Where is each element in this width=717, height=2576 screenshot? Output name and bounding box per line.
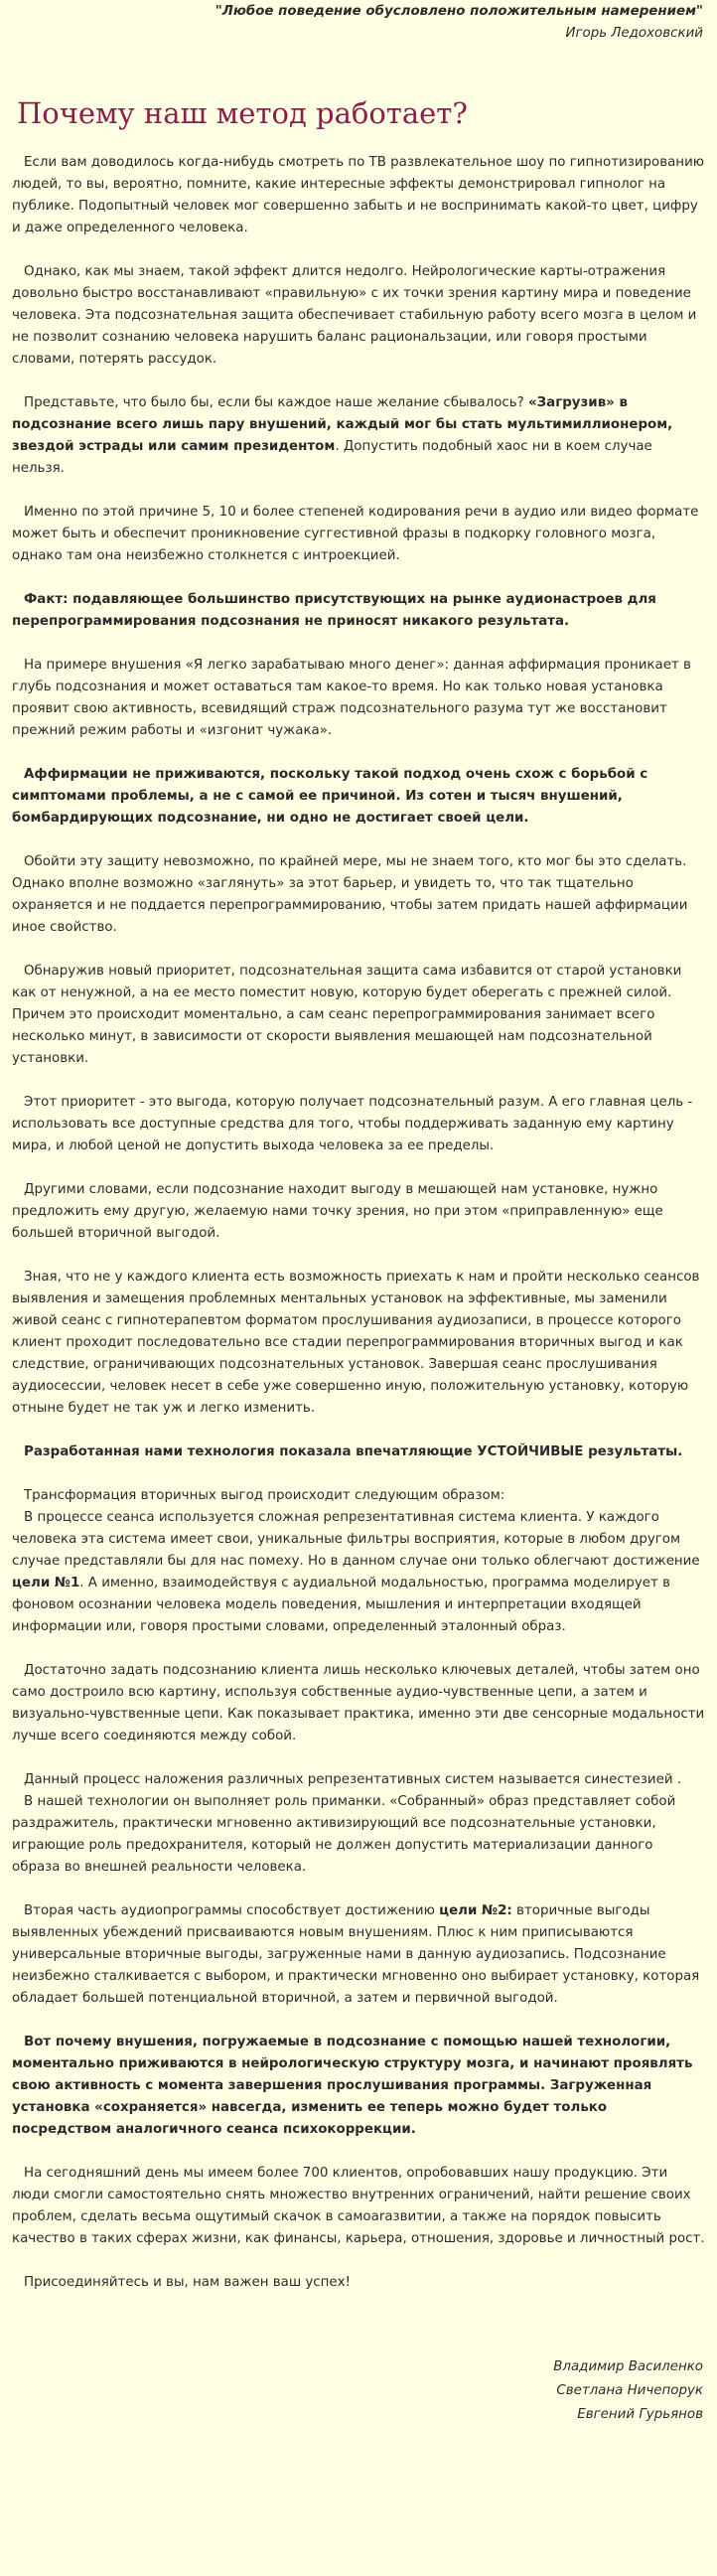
epigraph-quote: "Любое поведение обусловлено положительным намерением" xyxy=(215,4,703,19)
paragraph-why-it-works xyxy=(12,2032,705,2141)
paragraph-coding: Именно по этой причине 5, 10 и более степеней кодирования речи в аудио или видео формате может быть и обеспечит проникновение суггестивной фразы в подкорку головного мозга, однако там она неизбежно столкнется с интроекцией. xyxy=(12,505,699,563)
paragraph-new-priority: Обнаружив новый приоритет, подсознательная защита сама избавится от старой установки как от ненужной, а на ее место поместит новую, которую будет оберегать с прежней силой. Причем это происходит моментально, а сам сеанс перепрограммирования занимает всего несколько минут, в зависимости от скорости выявления мешающей нам подсознательной установки. xyxy=(12,964,682,1066)
paragraph-imagine: Представьте, что было бы, если бы каждое наше желание сбывалось? «Загрузив» в подсознание всего лишь пару внушений, каждый мог бы стать мультимиллионером, звездой эстрады или самим президентом. Допустить подобный хаос ни в коем случае нельзя. xyxy=(12,395,673,476)
epigraph-author: Игорь Ледоховский xyxy=(565,26,703,41)
page-title: Почему наш метод работает? xyxy=(17,96,468,130)
paragraph-benefit: Этот приоритет - это выгода, которую получает подсознательный разум. А его главная цель - использовать все доступные средства для того, чтобы поддерживать заданную ему картину мира, и любой ценой не допустить выхода человека за ее пределы. xyxy=(12,1095,693,1153)
paragraph-tv-show: Если вам доводилось когда-нибудь смотреть по ТВ развлекательное шоу по гипнотизированию людей, то вы, вероятно, помните, какие интересные эффекты демонстрировал гипнолог на публике. Подопытный человек мог совершенно забыть и не воспринимать какой-то цвет, цифру и даже определенного человека. xyxy=(12,155,705,235)
paragraph-affirmations-fail xyxy=(12,764,705,830)
transformation-body: В процессе сеанса используется сложная репрезентативная система клиента. У каждого человека эта система имеет свои, уникальные фильтры восприятия, которые в любом другом случае представляли бы для нас помеху. Но в данном случае они только облегчают достижение цели №1. А именно, взаимодействуя с аудиальной модальностью, программа моделирует в фоновом осознании человека модель поведения, мышления и интерпретации входящей информации или, говоря простыми словами, определенный эталонный образ. xyxy=(12,1510,700,1634)
goal-1-label: цели №1 xyxy=(12,1576,80,1591)
paragraph-join: Присоединяйтесь и вы, нам важен ваш успех! xyxy=(24,2275,351,2290)
bold-text: Вот почему внушения, погружаемые в подсознание с помощью нашей технологии, моментально приживаются в нейрологическую структуру мозга, и начинают проявлять свою активность с момента завершения прослушивания программы. Загруженная установка «сохраняется» навсегда, изменить ее теперь можно будет только посредством аналогичного сеанса психокоррекции. xyxy=(12,2035,693,2137)
paragraph-results xyxy=(12,1441,705,1463)
signature-name: Светлана Ничепорук xyxy=(556,2383,703,2398)
transformation-intro: Трансформация вторичных выгод происходит следующим образом: xyxy=(24,1488,505,1503)
bold-text: Аффирмации не приживаются, поскольку такой подход очень схож с борьбой с симптомами проблемы, а не с самой ее причиной. Из сотен и тысяч внушений, бомбардирующих подсознание, ни одно не достигает своей цели. xyxy=(12,767,648,826)
bold-text: Разработанная нами технология показала впечатляющие УСТОЙЧИВЫЕ результаты. xyxy=(24,1444,683,1459)
paragraph-bypass: Обойти эту защиту невозможно, по крайней мере, мы не знаем того, кто мог бы это сделать. Однако вполне возможно «заглянуть» за этот барьер, и увидеть то, что так тщательно охраняется и не поддается перепрограммированию, чтобы затем придать нашей аффирмации иное свойство. xyxy=(12,854,688,935)
paragraph-audio-session: Зная, что не у каждого клиента есть возможность приехать к нам и пройти несколько сеансов выявления и замещения проблемных ментальных установок на эффективные, мы заменили живой сеанс с гипнотерапевтом форматом прослушивания аудиозаписи, в процессе которого клиент проходит последовательно все стадии перепрограммирования вторичных выгод и как следствие, ограничивающих подсознательных установок. Завершая сеанс прослушивания аудиосессии, человек несет в себе уже совершенно иную, положительную установку, которую отныне будет не так уж и легко изменить. xyxy=(12,1270,700,1416)
paragraph-transformation xyxy=(12,1485,705,1638)
bold-text: Факт: подавляющее большинство присутствующих на рынке аудионастроев для перепрограммирования подсознания не приносят никакого результата. xyxy=(12,592,656,629)
signatures xyxy=(12,2355,705,2427)
signature-name: Евгений Гурьянов xyxy=(577,2407,703,2422)
paragraph-affirmation-example: На примере внушения «Я легко зарабатываю много денег»: данная аффирмация проникает в глубь подсознания и может оставаться там какое-то время. Но как только новая установка проявит свою активность, всевидящий страж подсознательного разума тут же восстановит прежний режим работы и «изгонит чужака». xyxy=(12,658,691,738)
paragraph-clients: На сегодняшний день мы имеем более 700 клиентов, опробовавших нашу продукцию. Эти люди смогли самостоятельно снять множество внутренних ограничений, найти решение своих проблем, сделать весьма ощутимый скачок в самоarазвитии, а также на порядок повысить качество в таких сферах жизни, как финансы, карьера, отношения, здоровье и личностный рост. xyxy=(12,2166,705,2246)
paragraph-other-words: Другими словами, если подсознание находит выгоду в мешающей нам установке, нужно предложить ему другую, желаемую нами точку зрения, но при этом «приправленную» еще большей вторичной выгодой. xyxy=(12,1182,663,1241)
signature-name: Владимир Василенко xyxy=(553,2359,703,2374)
paragraph-goal-2: Вторая часть аудиопрограммы способствует достижению цели №2: вторичные выгоды выявленных убеждений присваиваются новым внушениям. Плюс к ним приписываются универсальные вторичные выгоды, загруженные нами в данную аудиозапись. Подсознание неизбежно сталкивается с выбором, и практически мгновенно оно выбирает установку, которая обладает большей потенциальной вторичной, а затем и первичной выгодой. xyxy=(12,1903,700,2006)
synesthesia-line-2: В нашей технологии он выполняет роль приманки. «Собранный» образ представляет собой раздражитель, практически мгновенно активизирующий все подсознательные установки, играющие роль предохранителя, который не должен допустить материализации данного образа во внешней реальности человека. xyxy=(12,1794,676,1875)
paragraph-neuro-maps: Однако, как мы знаем, такой эффект длится недолго. Нейрологические карты-отражения довольно быстро восстанавливают «правильную» с их точки зрения картину мира и поведение человека. Эта подсознательная защита обеспечивает стабильную работу всего мозга в целом и не позволит сознанию человека нарушить баланс рациональзации, или говоря простыми словами, потерять рассудок. xyxy=(12,264,697,367)
paragraph-synesthesia xyxy=(12,1769,705,1879)
bold-text: «Загрузив» в подсознание всего лишь пару внушений, каждый мог бы стать мультимиллионером, звездой эстрады или самим президентом xyxy=(12,395,673,454)
synesthesia-line-1: Данный процесс наложения различных репрезентативных систем называется синестезией . xyxy=(24,1772,682,1787)
paragraph-key-details: Достаточно задать подсознанию клиента лишь несколько ключевых деталей, чтобы затем оно само достроило всю картину, используя собственные аудио-чувственные цепи, а затем и визуально-чувственные цепи. Как показывает практика, именно эти две сенсорные модальности лучше всего соединяются между собой. xyxy=(12,1663,705,1743)
epigraph xyxy=(12,0,705,45)
goal-2-label: цели №2: xyxy=(439,1903,512,1918)
paragraph-fact xyxy=(12,589,705,633)
